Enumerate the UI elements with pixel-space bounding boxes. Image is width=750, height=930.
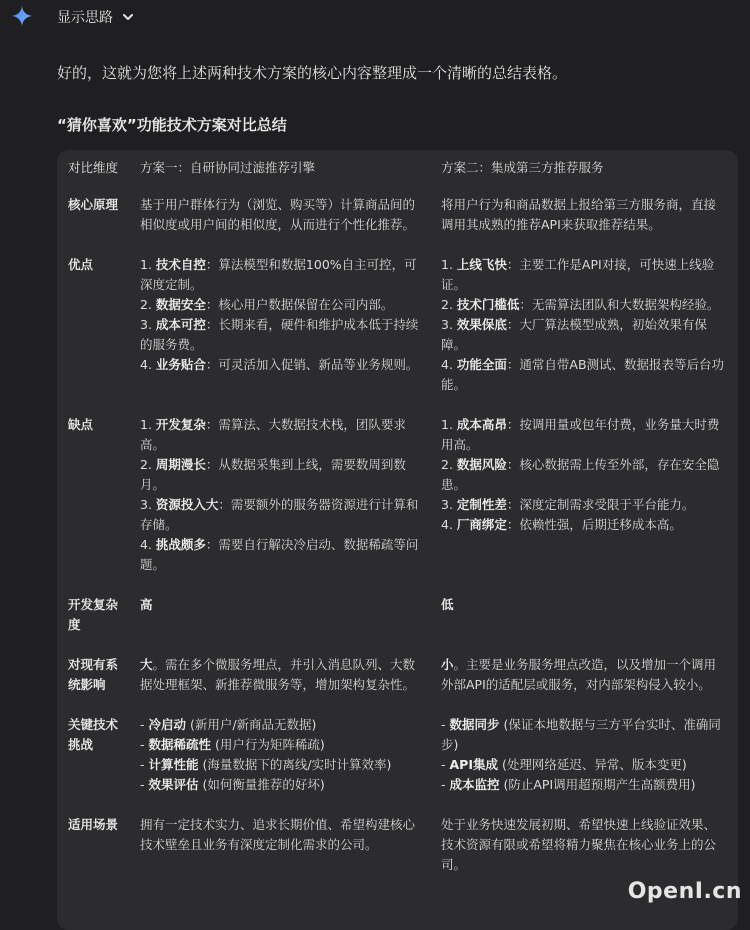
- description-text: 处于业务快速发展初期、希望快速上线验证效果、技术资源有限或希望将精力聚焦在核心业务上的公司。: [441, 817, 717, 872]
- list-marker: -: [441, 717, 450, 732]
- description-text: ：通常自带AB测试、数据报表等后台功能。: [441, 357, 725, 392]
- table-row: [57, 706, 738, 806]
- list-item: [441, 455, 728, 495]
- plan-two-cell: [431, 646, 738, 706]
- bold-term: 计算性能: [148, 757, 199, 772]
- bold-term: 数据同步: [449, 717, 500, 732]
- plan-two-cell: [431, 806, 738, 886]
- plan-two-cell: [431, 406, 738, 586]
- list-item: [140, 315, 419, 355]
- bold-term: 数据安全: [155, 297, 206, 312]
- header-cell-plan-two: 方案二：集成第三方推荐服务: [441, 160, 604, 175]
- description-text: (用户行为矩阵稀疏): [211, 737, 325, 752]
- plan-one-cell: [130, 706, 431, 806]
- list-marker: 3.: [140, 317, 156, 332]
- description-text: ：主要工作是API对接，可快速上线验证。: [441, 257, 715, 292]
- row-dimension-cell: 开发复杂度: [68, 597, 119, 632]
- list-marker: 4.: [140, 357, 156, 372]
- cell-text: [140, 817, 415, 852]
- list-item: [140, 535, 419, 575]
- bold-term: 冷启动: [148, 717, 186, 732]
- list-marker: 3.: [441, 317, 457, 332]
- row-dimension-cell: 核心原理: [68, 197, 119, 212]
- list-marker: 1.: [140, 417, 156, 432]
- table-row: [57, 806, 738, 886]
- list-item: [441, 355, 728, 395]
- description-text: 将用户行为和商品数据上报给第三方服务商，直接调用其成熟的推荐API来获取推荐结果。: [441, 197, 717, 232]
- list-marker: 2.: [140, 297, 156, 312]
- plan-one-cell: [130, 246, 431, 406]
- list-item: [140, 495, 419, 535]
- list-item: [441, 255, 728, 295]
- description-text: ：无需算法团队和大数据架构经验。: [519, 297, 720, 312]
- description-text: 。主要是业务服务埋点改造，以及增加一个调用外部API的适配层或服务，对内部架构侵入较小。: [441, 657, 717, 692]
- plan-one-cell: [130, 646, 431, 706]
- description-text: ：从数据采集到上线，需要数周到数月。: [140, 457, 406, 492]
- list-marker: 1.: [140, 257, 156, 272]
- description-text: ：需算法、大数据技术栈，团队要求高。: [140, 417, 406, 452]
- list-item: [140, 735, 419, 755]
- table-row: [57, 586, 738, 646]
- list-marker: 2.: [140, 457, 156, 472]
- plan-two-cell: [431, 246, 738, 406]
- description-text: ：核心数据需上传至外部，存在安全隐患。: [441, 457, 720, 492]
- bold-term: 功能全面: [456, 357, 507, 372]
- table-header-row: [57, 150, 738, 186]
- bold-term: 成本高昂: [456, 417, 507, 432]
- bold-term: 上线飞快: [456, 257, 507, 272]
- header-cell-dimension: 对比维度: [68, 160, 119, 175]
- bold-term: 大: [140, 657, 153, 672]
- description-text: ：算法模型和数据100%自主可控，可深度定制。: [140, 257, 417, 292]
- row-dimension-cell: 缺点: [68, 417, 94, 432]
- description-text: (新用户/新商品无数据): [186, 717, 317, 732]
- intro-text: 好的，这就为您将上述两种技术方案的核心内容整理成一个清晰的总结表格。: [57, 64, 568, 82]
- list-marker: 1.: [441, 417, 457, 432]
- bold-term: 技术自控: [155, 257, 206, 272]
- list-marker: -: [140, 737, 149, 752]
- plan-one-cell: [130, 406, 431, 586]
- bold-term: 效果保底: [456, 317, 507, 332]
- description-text: (保证本地数据与三方平台实时、准确同步): [441, 717, 721, 752]
- bold-term: 资源投入大: [155, 497, 219, 512]
- list-marker: -: [140, 757, 149, 772]
- description-text: ：需要额外的服务器资源进行计算和存储。: [140, 497, 419, 532]
- plan-two-cell: [431, 186, 738, 246]
- list-item: [441, 295, 728, 315]
- list-marker: -: [441, 757, 450, 772]
- bold-term: 开发复杂: [155, 417, 206, 432]
- list-item: [140, 255, 419, 295]
- row-dimension-cell: 适用场景: [68, 817, 119, 832]
- show-thinking-toggle[interactable]: [57, 7, 135, 27]
- list-marker: 4.: [441, 357, 457, 372]
- row-dimension-cell: 关键技术挑战: [68, 717, 119, 752]
- list-item: [140, 455, 419, 495]
- table-row: [57, 406, 738, 586]
- list-item: [140, 715, 419, 735]
- comparison-table: [57, 150, 738, 930]
- section-title: “猜你喜欢”功能技术方案对比总结: [57, 116, 287, 134]
- description-text: ：按调用量或包年付费，业务量大时费用高。: [441, 417, 720, 452]
- bold-term: 成本可控: [155, 317, 206, 332]
- list-marker: 2.: [441, 457, 457, 472]
- list-marker: 4.: [140, 537, 156, 552]
- plan-two-cell: [431, 586, 738, 646]
- list-item: [140, 415, 419, 455]
- bold-term: 挑战颇多: [155, 537, 206, 552]
- list-item: [140, 755, 419, 775]
- gemini-sparkle-icon: [11, 5, 33, 27]
- bold-term: 技术门槛低: [456, 297, 520, 312]
- list-marker: -: [140, 717, 149, 732]
- list-item: [441, 715, 728, 755]
- table-row: [57, 246, 738, 406]
- list-marker: 2.: [441, 297, 457, 312]
- list-item: [441, 515, 728, 535]
- description-text: (海量数据下的离线/实时计算效率): [198, 757, 392, 772]
- description-text: ：可灵活加入促销、新品等业务规则。: [205, 357, 419, 372]
- list-item: [441, 495, 728, 515]
- row-dimension-cell: 对现有系统影响: [68, 657, 119, 692]
- list-marker: 1.: [441, 257, 457, 272]
- list-marker: -: [140, 777, 149, 792]
- description-text: ：需要自行解决冷启动、数据稀疏等问题。: [140, 537, 419, 572]
- cell-text: [140, 657, 415, 692]
- description-text: ：依赖性强，后期迁移成本高。: [506, 517, 682, 532]
- row-dimension-cell: 优点: [68, 257, 94, 272]
- description-text: 拥有一定技术实力、追求长期价值、希望构建核心技术壁垒且业务有深度定制化需求的公司。: [140, 817, 416, 852]
- description-text: 。需在多个微服务埋点，并引入消息队列、大数据处理框架、新推荐微服务等，增加架构复杂性。: [140, 657, 416, 692]
- chevron-down-icon: [121, 10, 135, 24]
- bold-term: 效果评估: [148, 777, 199, 792]
- list-item: [441, 315, 728, 355]
- watermark: OpenI.cn: [627, 879, 742, 904]
- description-text: 基于用户群体行为（浏览、购买等）计算商品间的相似度或用户间的相似度，从而进行个性化推荐。: [140, 197, 416, 232]
- description-text: ：大厂算法模型成熟，初始效果有保障。: [441, 317, 707, 352]
- list-marker: 4.: [441, 517, 457, 532]
- table-row: [57, 186, 738, 246]
- plan-one-cell: [130, 806, 431, 886]
- cell-text: [441, 657, 716, 692]
- list-item: [140, 775, 419, 795]
- list-marker: 3.: [441, 497, 457, 512]
- description-text: ：长期来看，硬件和维护成本低于持续的服务费。: [140, 317, 419, 352]
- list-item: [140, 355, 419, 375]
- cell-text: [441, 817, 716, 872]
- plan-two-cell: [431, 706, 738, 806]
- plan-one-cell: [130, 186, 431, 246]
- description-text: (防止API调用超预期产生高额费用): [499, 777, 696, 792]
- list-item: [441, 755, 728, 775]
- show-thinking-label: 显示思路: [57, 10, 113, 26]
- list-marker: 3.: [140, 497, 156, 512]
- cell-text: [441, 197, 716, 232]
- description-text: ：核心用户数据保留在公司内部。: [205, 297, 394, 312]
- bold-term: 低: [441, 597, 454, 612]
- bold-term: 高: [140, 597, 153, 612]
- bold-term: 业务贴合: [155, 357, 206, 372]
- list-marker: -: [441, 777, 450, 792]
- bold-term: 成本监控: [449, 777, 500, 792]
- description-text: ：深度定制需求受限于平台能力。: [506, 497, 695, 512]
- cell-text: [441, 597, 454, 612]
- cell-text: [140, 597, 153, 612]
- table-row: [57, 646, 738, 706]
- description-text: (如何衡量推荐的好坏): [198, 777, 325, 792]
- bold-term: 小: [441, 657, 454, 672]
- list-item: [441, 775, 728, 795]
- list-item: [441, 415, 728, 455]
- cell-text: [140, 197, 415, 232]
- plan-one-cell: [130, 586, 431, 646]
- bold-term: 数据风险: [456, 457, 507, 472]
- bold-term: 数据稀疏性: [148, 737, 211, 752]
- header-cell-plan-one: 方案一：自研协同过滤推荐引擎: [140, 160, 316, 175]
- list-item: [140, 295, 419, 315]
- description-text: (处理网络延迟、异常、版本变更): [497, 757, 687, 772]
- bold-term: 周期漫长: [155, 457, 206, 472]
- bold-term: 厂商绑定: [456, 517, 507, 532]
- bold-term: 定制性差: [456, 497, 507, 512]
- response-header: [0, 0, 750, 34]
- bold-term: API集成: [449, 757, 498, 772]
